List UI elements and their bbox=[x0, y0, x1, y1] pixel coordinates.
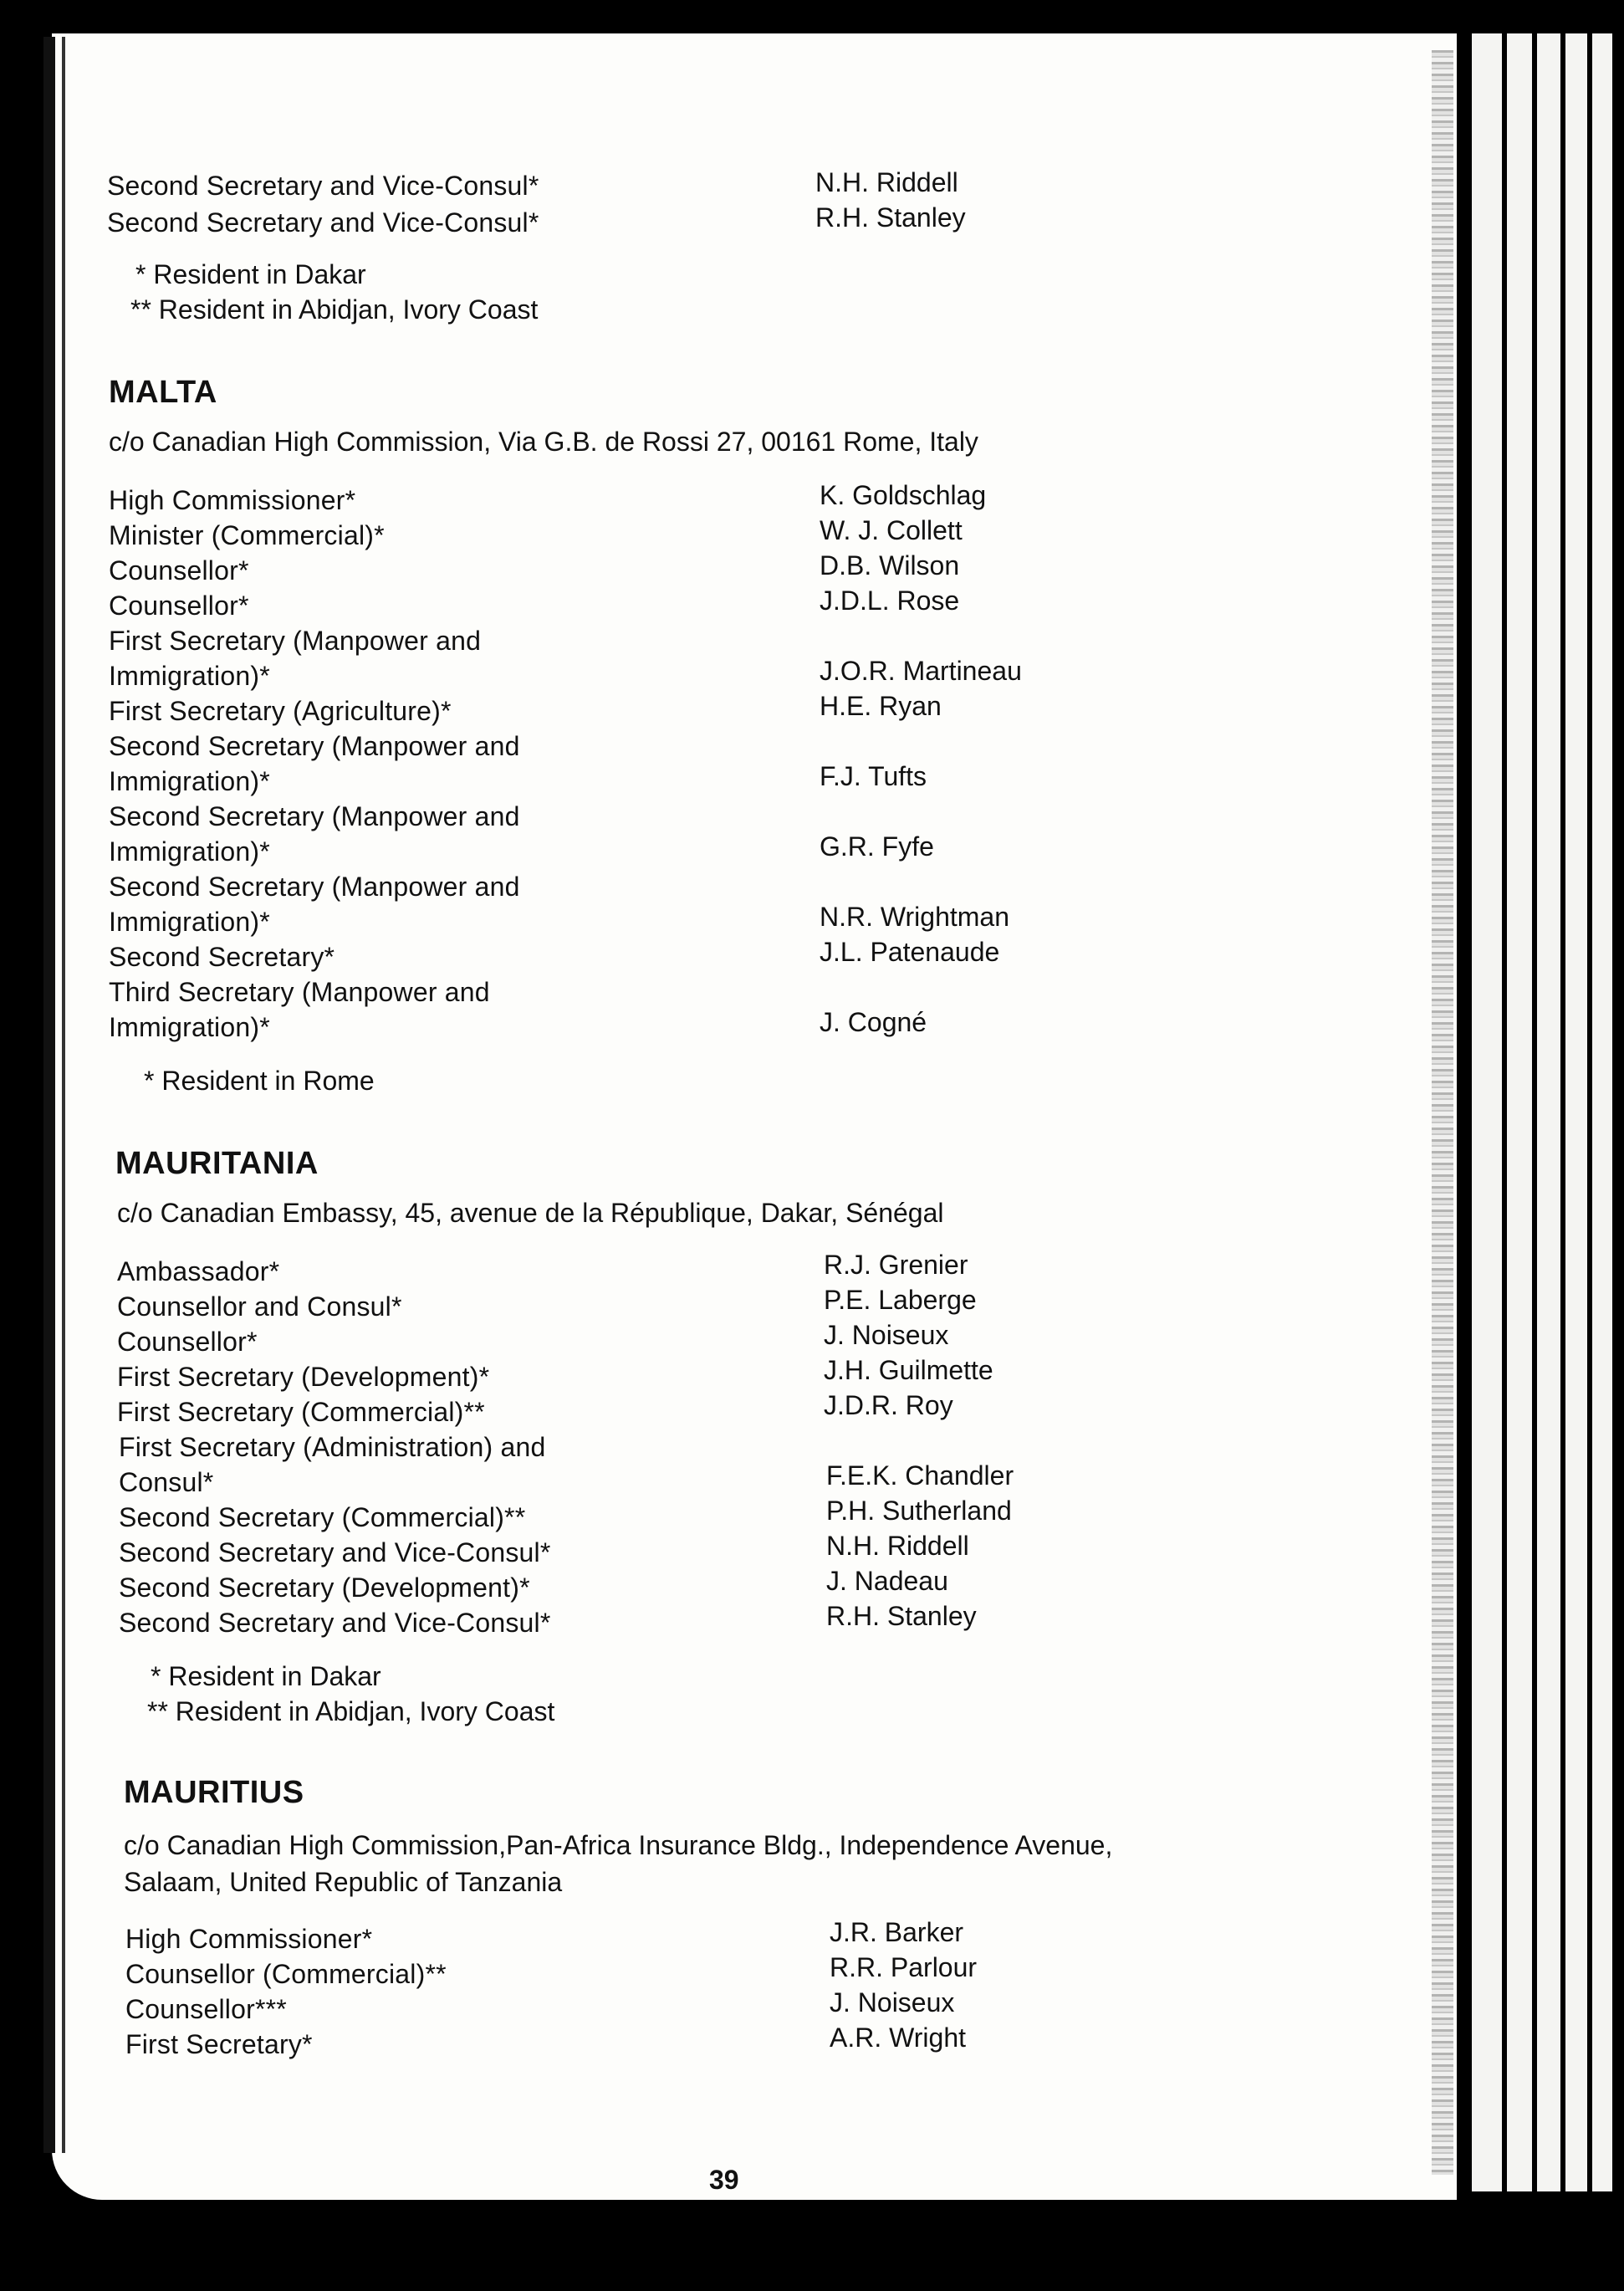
entry-name: J. Nadeau bbox=[826, 1566, 948, 1596]
footnote: ** Resident in Abidjan, Ivory Coast bbox=[130, 294, 539, 325]
entry-name: J.H. Guilmette bbox=[824, 1355, 993, 1385]
section-heading-mauritania: MAURITANIA bbox=[115, 1146, 319, 1181]
entry-title: First Secretary (Manpower and bbox=[109, 626, 482, 656]
entry-title: High Commissioner* bbox=[109, 485, 356, 515]
entry-title: First Secretary (Commercial)** bbox=[117, 1397, 485, 1427]
entry-title-cont: Immigration)* bbox=[109, 907, 270, 937]
entry-title: Second Secretary (Commercial)** bbox=[119, 1502, 526, 1532]
entry-title: Second Secretary and Vice-Consul* bbox=[119, 1537, 551, 1567]
entry-name: N.R. Wrightman bbox=[820, 902, 1010, 932]
section-address: c/o Canadian Embassy, 45, avenue de la République, Dakar, Sénégal bbox=[117, 1198, 944, 1228]
entry-name: P.E. Laberge bbox=[824, 1285, 977, 1315]
entry-name: J.O.R. Martineau bbox=[820, 656, 1022, 686]
entry-title-cont: Immigration)* bbox=[109, 1012, 270, 1042]
entry-name: J. Noiseux bbox=[830, 1987, 955, 2017]
entry-name: W. J. Collett bbox=[820, 515, 963, 545]
entry-name: R.J. Grenier bbox=[824, 1250, 968, 1280]
page-leaf-3 bbox=[1537, 33, 1560, 2191]
entry-name: N.H. Riddell bbox=[815, 167, 958, 197]
section-address: c/o Canadian High Commission, Via G.B. de Rossi 27, 00161 Rome, Italy bbox=[109, 427, 978, 457]
page-edge-strip bbox=[1432, 50, 1453, 2175]
footnote: * Resident in Dakar bbox=[151, 1661, 381, 1691]
entry-name: R.R. Parlour bbox=[830, 1952, 978, 1982]
entry-name: P.H. Sutherland bbox=[826, 1496, 1012, 1526]
entry-title: Second Secretary (Development)* bbox=[119, 1573, 530, 1603]
entry-title: Minister (Commercial)* bbox=[109, 520, 385, 550]
entry-name: F.E.K. Chandler bbox=[826, 1460, 1014, 1491]
entry-title: Second Secretary and Vice-Consul* bbox=[107, 171, 539, 201]
entry-title: Ambassador* bbox=[117, 1256, 280, 1286]
entry-title: Counsellor and Consul* bbox=[117, 1291, 402, 1322]
entry-name: G.R. Fyfe bbox=[820, 831, 934, 862]
section-address: c/o Canadian High Commission,Pan-Africa Insurance Bldg., Independence Avenue, bbox=[124, 1830, 1113, 1860]
entry-title: Counsellor* bbox=[109, 591, 249, 621]
binding-edge bbox=[43, 37, 55, 2153]
page-leaf-2 bbox=[1507, 33, 1532, 2191]
entry-title: Second Secretary (Manpower and bbox=[109, 872, 520, 902]
page-leaf-1 bbox=[1472, 33, 1502, 2191]
entry-title: Counsellor* bbox=[109, 555, 249, 586]
entry-name: R.H. Stanley bbox=[826, 1601, 977, 1631]
entry-name: K. Goldschlag bbox=[820, 480, 987, 510]
entry-name: A.R. Wright bbox=[830, 2023, 966, 2053]
entry-title: Second Secretary (Manpower and bbox=[109, 731, 520, 761]
entry-name: F.J. Tufts bbox=[820, 761, 927, 791]
entry-name: J.D.R. Roy bbox=[824, 1390, 953, 1420]
entry-title: First Secretary (Administration) and bbox=[119, 1432, 546, 1462]
page-leaf-4 bbox=[1565, 33, 1587, 2191]
entry-title: Counsellor* bbox=[117, 1327, 258, 1357]
entry-title: Second Secretary* bbox=[109, 942, 335, 972]
entry-name: N.H. Riddell bbox=[826, 1531, 969, 1561]
entry-title: High Commissioner* bbox=[125, 1924, 373, 1954]
section-heading-mauritius: MAURITIUS bbox=[124, 1775, 304, 1810]
entry-title: Counsellor (Commercial)** bbox=[125, 1959, 447, 1989]
entry-title: Third Secretary (Manpower and bbox=[109, 977, 490, 1007]
entry-title: First Secretary (Agriculture)* bbox=[109, 696, 452, 726]
page-number: 39 bbox=[709, 2165, 739, 2195]
entry-name: D.B. Wilson bbox=[820, 550, 960, 580]
entry-title-cont: Immigration)* bbox=[109, 836, 270, 867]
entry-title: First Secretary* bbox=[125, 2029, 313, 2059]
entry-name: J.D.L. Rose bbox=[820, 586, 960, 616]
entry-title: Counsellor*** bbox=[125, 1994, 287, 2024]
entry-name: J. Cogné bbox=[820, 1007, 927, 1037]
entry-title-cont: Immigration)* bbox=[109, 766, 270, 796]
entry-title-cont: Consul* bbox=[119, 1467, 214, 1497]
entry-name: J.L. Patenaude bbox=[820, 937, 1000, 967]
entry-title-cont: Immigration)* bbox=[109, 661, 270, 691]
section-address-cont: Salaam, United Republic of Tanzania bbox=[124, 1867, 563, 1897]
entry-name: J.R. Barker bbox=[830, 1917, 964, 1947]
entry-name: R.H. Stanley bbox=[815, 202, 966, 233]
footnote: * Resident in Rome bbox=[144, 1066, 375, 1096]
entry-title: Second Secretary and Vice-Consul* bbox=[119, 1608, 551, 1638]
entry-title: Second Secretary and Vice-Consul* bbox=[107, 207, 539, 238]
entry-name: J. Noiseux bbox=[824, 1320, 949, 1350]
entry-name: H.E. Ryan bbox=[820, 691, 942, 721]
footnote: ** Resident in Abidjan, Ivory Coast bbox=[147, 1696, 555, 1726]
footnote: * Resident in Dakar bbox=[135, 259, 366, 289]
binding-edge-inner bbox=[62, 37, 65, 2153]
entry-title: Second Secretary (Manpower and bbox=[109, 801, 520, 831]
page-leaf-5 bbox=[1592, 33, 1612, 2191]
entry-title: First Secretary (Development)* bbox=[117, 1362, 490, 1392]
section-heading-malta: MALTA bbox=[109, 375, 217, 410]
